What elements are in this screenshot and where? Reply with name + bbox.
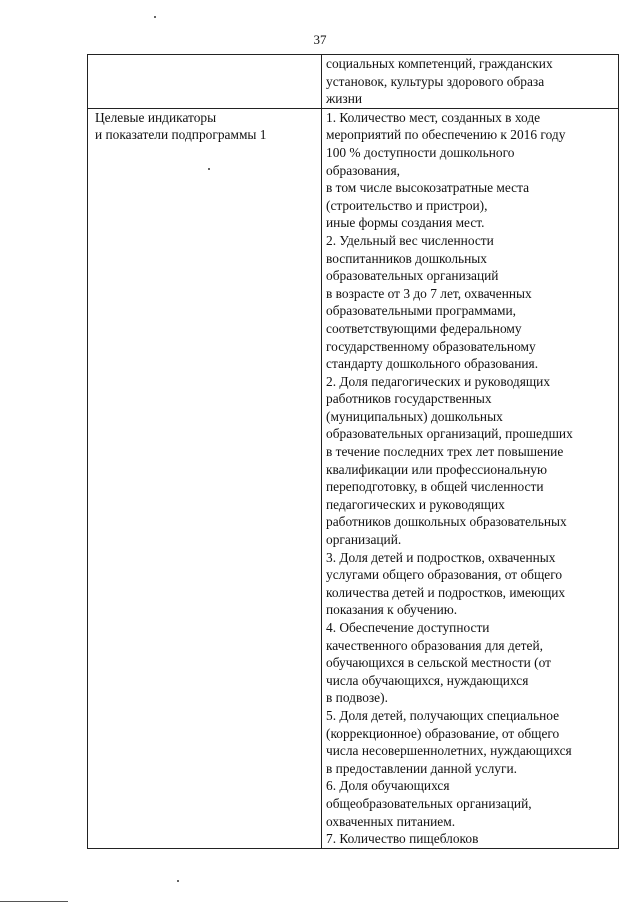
text-line: охваченных питанием. [326,813,456,829]
text-line: 2. Доля педагогических и руководящих [326,373,551,389]
footer-rule [0,901,68,902]
text-line: 100 % доступности дошкольного [326,144,515,160]
text-line: образовательных организаций, прошедших [326,426,573,442]
text-line: стандарту дошкольного образования. [326,356,539,372]
table-row [88,108,619,848]
text-line: образовательными программами, [326,303,517,319]
text-line: социальных компетенций, гражданских [326,56,553,71]
text-line: 2. Удельный вес численности [326,232,494,248]
text-line: государственному образовательному [326,338,536,354]
text-line: 6. Доля обучающихся [326,778,450,794]
text-line: работников государственных [326,391,492,407]
text-line: работников дошкольных образовательных [326,514,567,530]
table-row [88,55,619,109]
text-line: показания к обучению. [326,602,458,618]
scan-speck [154,16,156,18]
text-line: жизни [326,91,363,107]
row-content-cell [322,108,619,848]
text-line: (муниципальных) дошкольных [326,408,503,424]
text-line: 7. Количество пищеблоков [326,831,479,847]
text-line: числа обучающихся, нуждающихся [326,672,529,688]
text-line: обучающихся в сельской местности (от [326,655,551,671]
text-line: услугами общего образования, от общего [326,567,563,583]
text-line: воспитанников дошкольных [326,250,487,266]
text-line: 1. Количество мест, созданных в ходе [326,109,541,125]
text-line: педагогических и руководящих [326,496,505,512]
text-line: 3. Доля детей и подростков, охваченных [326,549,556,565]
text-line: иные формы создания мест. [326,215,485,231]
text-line: в течение последних трех лет повышение [326,444,564,460]
text-line: мероприятий по обеспечению к 2016 году [326,127,566,143]
text-line: в возрасте от 3 до 7 лет, охваченных [326,285,532,301]
text-line: образовательных организаций [326,268,499,284]
text-line: установок, культуры здорового образа [326,73,545,89]
text-line: переподготовку, в общей численности [326,479,544,495]
row-content-cell [322,55,619,109]
scan-speck [208,168,210,170]
text-line: Целевые индикаторы [95,109,217,125]
text-line: количества детей и подростков, имеющих [326,584,566,600]
text-line: квалификации или профессиональную [326,461,547,477]
text-line: и показатели подпрограммы 1 [95,127,267,143]
text-line: соответствующими федеральному [326,320,522,336]
text-line: в том числе высокозатратные места [326,180,530,196]
text-line: качественного образования для детей, [326,637,543,653]
text-line: в подвозе). [326,690,388,706]
text-line: 5. Доля детей, получающих специальное [326,707,560,723]
row-label-cell [88,108,322,848]
indicators-table [87,54,619,849]
scan-speck [177,880,179,882]
text-line: образования, [326,162,400,178]
row-label-cell [88,55,322,109]
text-line: 4. Обеспечение доступности [326,620,490,635]
text-line: (строительство и пристрои), [326,197,488,213]
page-number: 37 [313,32,327,47]
text-line: организаций. [326,532,402,548]
text-line: общеобразовательных организаций, [326,795,532,811]
text-line: числа несовершеннолетних, нуждающихся [326,743,572,759]
text-line: (коррекционное) образование, от общего [326,725,560,741]
text-line: в предоставлении данной услуги. [326,760,517,776]
